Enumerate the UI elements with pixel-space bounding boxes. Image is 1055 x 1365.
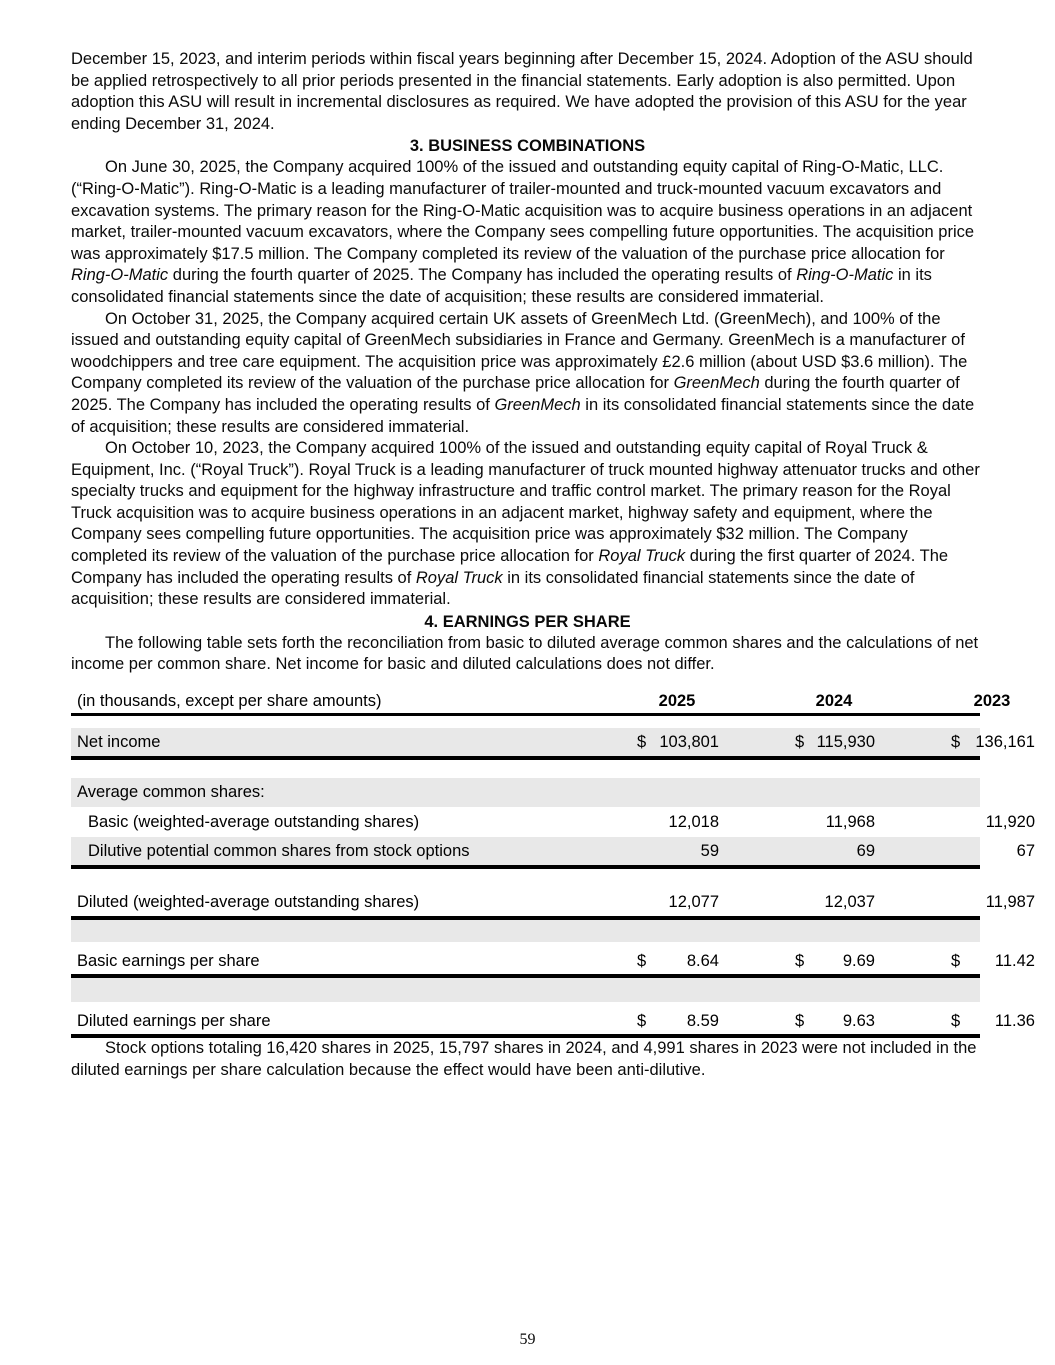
cell-number: 11,920 <box>985 812 1035 831</box>
cell-value <box>629 813 725 832</box>
cell-value <box>943 952 1041 971</box>
cell-number: 9.69 <box>842 951 875 970</box>
anti-dilutive-paragraph: Stock options totaling 16,420 shares in 2025, 15,797 shares in 2024, and 4,991 shares in 2023 were not included in the diluted earnings per share calculation because the effect would have been anti-dilutive. <box>71 1039 977 1079</box>
cell-number: 11.36 <box>994 1011 1035 1030</box>
row-diluted-eps <box>71 1008 1035 1038</box>
cell-value <box>629 733 725 752</box>
table-spacer <box>71 760 980 778</box>
cell-label: Basic earnings per share <box>77 951 260 970</box>
cell-label: Diluted earnings per share <box>77 1011 271 1030</box>
cell-value <box>787 813 881 832</box>
section-heading-business-combinations: 3. BUSINESS COMBINATIONS <box>409 137 646 156</box>
eps-intro-paragraph: The following table sets forth the reconciliation from basic to diluted average common shares and the calculations of net income per common share. Net income for basic and diluted calculations does not differ. <box>71 633 979 674</box>
dollar-sign: $ <box>795 1011 805 1030</box>
cell-number: 11,968 <box>825 812 875 831</box>
row-basic-shares <box>71 807 1035 837</box>
cell-value <box>787 952 881 971</box>
cell-label: Average common shares: <box>77 783 265 802</box>
table-spacer-gray <box>71 920 980 942</box>
table-header-row <box>71 685 1011 716</box>
page-number: 59 <box>519 1331 536 1348</box>
continuation-paragraph: December 15, 2023, and interim periods within fiscal years beginning after December 15, 2024. Adoption of the ASU should be applied retrospectively to all prior periods presented in the financial statements. Early adoption is also permitted. Upon adoption this ASU will result in incremental disclosures as required. We have adopted the provision of this ASU for the year ending December 31, 2024. <box>71 50 973 133</box>
cell-value <box>787 733 881 752</box>
cell-value <box>787 893 881 912</box>
cell-number: 8.59 <box>686 1011 719 1030</box>
table-spacer-gray <box>71 978 980 1002</box>
row-basic-eps <box>71 948 1035 978</box>
year-header-2024: 2024 <box>815 692 853 711</box>
cell-label: Net income <box>77 732 161 751</box>
dollar-sign: $ <box>951 1011 961 1030</box>
cell-number: 11,987 <box>985 893 1035 912</box>
cell-number: 12,037 <box>824 893 875 912</box>
dollar-sign: $ <box>795 732 805 751</box>
cell-value <box>629 1012 725 1031</box>
row-diluted-shares <box>71 889 1035 920</box>
cell-number: 12,077 <box>668 893 719 912</box>
cell-number: 8.64 <box>686 951 719 970</box>
cell-label: Basic (weighted-average outstanding shares) <box>88 812 420 831</box>
eps-reconciliation-table <box>71 685 1035 1038</box>
cell-value <box>629 952 725 971</box>
cell-value <box>943 893 1041 912</box>
cell-value <box>943 1012 1041 1031</box>
cell-number: 136,161 <box>975 732 1035 751</box>
cell-number: 59 <box>700 841 719 860</box>
cell-number: 9.63 <box>842 1011 875 1030</box>
cell-value <box>787 842 881 861</box>
dollar-sign: $ <box>637 951 647 970</box>
dollar-sign: $ <box>951 732 961 751</box>
table-caption: (in thousands, except per share amounts) <box>77 692 382 711</box>
cell-value <box>787 1012 881 1031</box>
dollar-sign: $ <box>637 1011 647 1030</box>
cell-number: 115,930 <box>816 732 875 751</box>
acquisition-paragraph-royal-truck: On October 10, 2023, the Company acquired 100% of the issued and outstanding equity capital of Royal Truck & Equipment, Inc. (“Royal Truck”). Royal Truck is a leading manufacturer of truck mounted highway attenuator trucks and other specialty trucks and equipment for the highway infrastructure and traffic control market. The primary reason for the Royal Truck acquisition was to acquire business operations in an adjacent market, highway safety and equipment, where the Company sees compelling future opportunities. The acquisition price was approximately $32 million. The Company completed its review of the valuation of the purchase price allocation for Royal Truck during the first quarter of 2024. The Company has included the operating results of Royal Truck in its consolidated financial statements since the date of acquisition; these results are considered immaterial. <box>71 439 980 609</box>
row-average-common-shares <box>71 778 980 807</box>
dollar-sign: $ <box>795 951 805 970</box>
row-net-income <box>71 728 1035 760</box>
cell-value <box>943 842 1041 861</box>
cell-value <box>629 842 725 861</box>
acquisition-paragraph-ring-o-matic: On June 30, 2025, the Company acquired 100% of the issued and outstanding equity capital of Ring-O-Matic, LLC. (“Ring-O-Matic”). Ring-O-Matic is a leading manufacturer of trailer-mounted and truck-mounted vacuum excavators and excavation systems. The primary reason for the Ring-O-Matic acquisition was to acquire business operations in an adjacent market, trailer-mounted vacuum excavators, where the Company sees compelling future opportunities. The acquisition price was approximately $17.5 million. The Company completed its review of the valuation of the purchase price allocation for Ring-O-Matic during the fourth quarter of 2025. The Company has included the operating results of Ring-O-Matic in its consolidated financial statements since the date of acquisition; these results are considered immaterial. <box>71 158 975 306</box>
row-dilutive-shares <box>71 837 1035 869</box>
cell-number: 11.42 <box>994 951 1035 970</box>
cell-label: Dilutive potential common shares from stock options <box>88 841 470 860</box>
cell-number: 67 <box>1016 841 1035 860</box>
cell-value <box>943 813 1041 832</box>
cell-number: 103,801 <box>659 732 719 751</box>
table-spacer <box>71 869 980 889</box>
cell-number: 69 <box>856 841 875 860</box>
cell-label: Diluted (weighted-average outstanding shares) <box>77 893 420 912</box>
cell-value <box>943 733 1041 752</box>
dollar-sign: $ <box>637 732 647 751</box>
section-heading-earnings-per-share: 4. EARNINGS PER SHARE <box>424 612 631 631</box>
cell-number: 12,018 <box>668 812 719 831</box>
year-header-2023: 2023 <box>973 692 1011 711</box>
table-spacer <box>71 716 980 728</box>
acquisition-paragraph-greenmech: On October 31, 2025, the Company acquired certain UK assets of GreenMech Ltd. (GreenMech), and 100% of the issued and outstanding equity capital of GreenMech subsidiaries in France and Germany. GreenMech is a manufacturer of woodchippers and tree care equipment. The acquisition price was approximately £2.6 million (about USD $3.6 million). The Company completed its review of the valuation of the purchase price allocation for GreenMech during the fourth quarter of 2025. The Company has included the operating results of GreenMech in its consolidated financial statements since the date of acquisition; these results are considered immaterial. <box>71 309 975 436</box>
dollar-sign: $ <box>951 951 961 970</box>
year-header-2025: 2025 <box>658 692 696 711</box>
cell-value <box>629 893 725 912</box>
